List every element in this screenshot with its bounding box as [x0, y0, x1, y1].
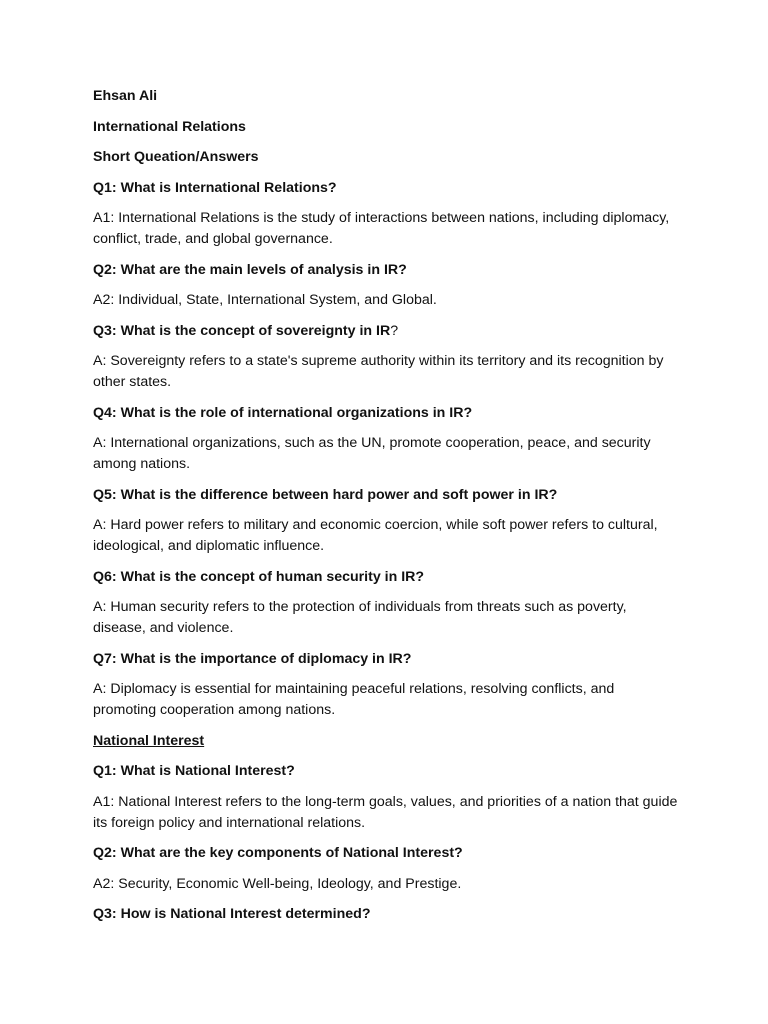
question-3 [93, 321, 680, 342]
question-2: Q2: What are the main levels of analysis in IR? [93, 261, 407, 278]
answer-5: A: Hard power refers to military and economic coercion, while soft power refers to cultural, ideological, and diplomatic influence. [93, 517, 658, 554]
subject-title: International Relations [93, 118, 246, 135]
question-4: Q4: What is the role of international organizations in IR? [93, 404, 473, 421]
author-name: Ehsan Ali [93, 88, 158, 104]
answer-7: A: Diplomacy is essential for maintaining peaceful relations, resolving conflicts, and promoting cooperation among nations. [93, 681, 615, 718]
question-5: Q5: What is the difference between hard power and soft power in IR? [93, 486, 558, 503]
question-6: Q6: What is the concept of human security in IR? [93, 568, 425, 585]
answer-1: A1: International Relations is the study of interactions between nations, including diplomacy, conflict, trade, and global governance. [93, 210, 670, 247]
ni-question-2: Q2: What are the key components of National Interest? [93, 845, 463, 861]
answer-6: A: Human security refers to the protection of individuals from threats such as poverty, disease, and violence. [93, 599, 627, 636]
question-3-text: Q3: What is the concept of sovereignty in IR [93, 322, 391, 339]
document-subtitle: Short Queation/Answers [93, 149, 259, 165]
answer-2: A2: Individual, State, International System, and Global. [93, 292, 437, 308]
answer-4: A: International organizations, such as the UN, promote cooperation, peace, and security among nations. [93, 435, 651, 472]
question-1: Q1: What is International Relations? [93, 179, 337, 196]
section-heading-national-interest: National Interest [93, 732, 205, 749]
ni-question-3: Q3: How is National Interest determined? [93, 906, 371, 922]
ni-question-1: Q1: What is National Interest? [93, 763, 295, 779]
ni-answer-1: A1: National Interest refers to the long-term goals, values, and priorities of a nation that guide its foreign policy and international relations. [93, 793, 678, 831]
question-7: Q7: What is the importance of diplomacy in IR? [93, 650, 412, 667]
question-3-mark: ? [390, 322, 399, 339]
answer-3: A: Sovereignty refers to a state's supreme authority within its territory and its recognition by other states. [93, 353, 664, 390]
ni-answer-2: A2: Security, Economic Well-being, Ideology, and Prestige. [93, 875, 462, 892]
